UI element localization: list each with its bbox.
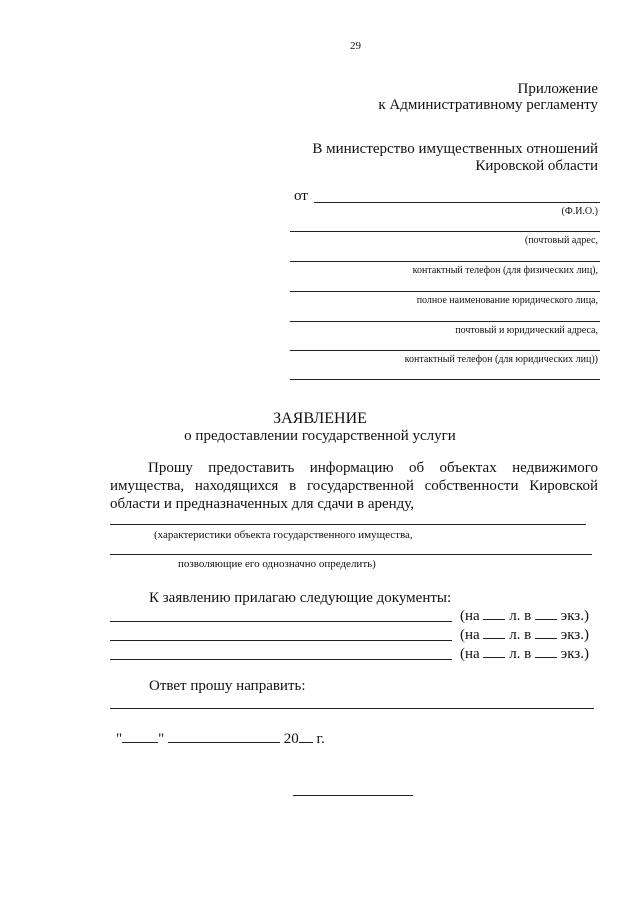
copies-blank — [535, 645, 557, 658]
document-note — [460, 645, 589, 663]
request-line-2-row — [110, 477, 598, 496]
phone-legal-line — [290, 350, 600, 351]
object-line-1 — [110, 524, 586, 525]
legal-address-line — [290, 321, 600, 322]
response-label: Ответ прошу направить: — [149, 678, 306, 694]
sheets-blank — [483, 607, 505, 620]
document-row — [110, 645, 598, 665]
document-row — [110, 607, 598, 627]
document-copies: экз.) — [560, 608, 589, 624]
document-sheets: л. в — [509, 627, 532, 643]
caption-phone-physical: контактный телефон (для физических лиц), — [412, 265, 598, 276]
sheets-blank — [483, 626, 505, 639]
statement-subtitle: о предоставлении государственной услуги — [184, 428, 456, 444]
extra-line — [290, 379, 600, 380]
caption-fio: (Ф.И.О.) — [561, 206, 598, 217]
document-copies: экз.) — [560, 627, 589, 643]
year-blank — [299, 730, 313, 743]
request-line-1-row — [110, 459, 598, 478]
year-prefix: 20 — [283, 731, 299, 747]
day-blank — [122, 730, 158, 743]
caption-phone-legal: контактный телефон (для юридических лиц)) — [404, 354, 598, 365]
document-sheets: л. в — [509, 608, 532, 624]
legal-name-line — [290, 291, 600, 292]
object-line-2 — [110, 554, 592, 555]
copies-blank — [535, 607, 557, 620]
document-copies: экз.) — [560, 646, 589, 662]
document-note — [460, 607, 589, 625]
request-line-3: области и предназначенных для сдачи в аренду, — [110, 496, 415, 512]
document-line — [110, 640, 452, 641]
date-row — [116, 730, 325, 748]
document-prefix: (на — [460, 627, 480, 643]
caption-object-characteristics: (характеристики объекта государственного имущества, — [154, 529, 413, 541]
document-row — [110, 626, 598, 646]
request-line-1: Прошу предоставить информацию об объектах недвижимого — [148, 460, 598, 476]
request-line-2: имущества, находящихся в государственной собственности Кировской — [110, 478, 598, 494]
from-label: от — [294, 188, 308, 204]
copies-blank — [535, 626, 557, 639]
response-line — [110, 708, 594, 709]
signature-line — [293, 795, 413, 796]
sheets-blank — [483, 645, 505, 658]
caption-legal-name: полное наименование юридического лица, — [416, 295, 598, 306]
document-prefix: (на — [460, 608, 480, 624]
year-suffix: г. — [316, 731, 325, 747]
addressee-line-2: Кировской области — [475, 158, 598, 174]
request-line-3-row — [110, 495, 598, 514]
phone-physical-line — [290, 261, 600, 262]
date-quote-close: " — [158, 731, 165, 747]
fio-line — [314, 202, 600, 203]
document-sheets: л. в — [509, 646, 532, 662]
date-quote-open: " — [116, 731, 123, 747]
postal-address-line — [290, 231, 600, 232]
document-note — [460, 626, 589, 644]
page-number: 29 — [350, 40, 361, 52]
caption-legal-address: почтовый и юридический адреса, — [455, 325, 598, 336]
document-line — [110, 659, 452, 660]
document-line — [110, 621, 452, 622]
month-blank — [168, 730, 280, 743]
addressee-line-1: В министерство имущественных отношений — [312, 141, 598, 157]
caption-postal-address: (почтовый адрес, — [524, 235, 598, 246]
statement-title: ЗАЯВЛЕНИЕ — [273, 410, 367, 427]
documents-label: К заявлению прилагаю следующие документы: — [149, 590, 452, 606]
caption-object-identification: позволяющие его однозначно определить) — [178, 558, 376, 570]
appendix-title: Приложение — [517, 81, 598, 97]
document-prefix: (на — [460, 646, 480, 662]
appendix-subtitle: к Административному регламенту — [378, 97, 598, 113]
